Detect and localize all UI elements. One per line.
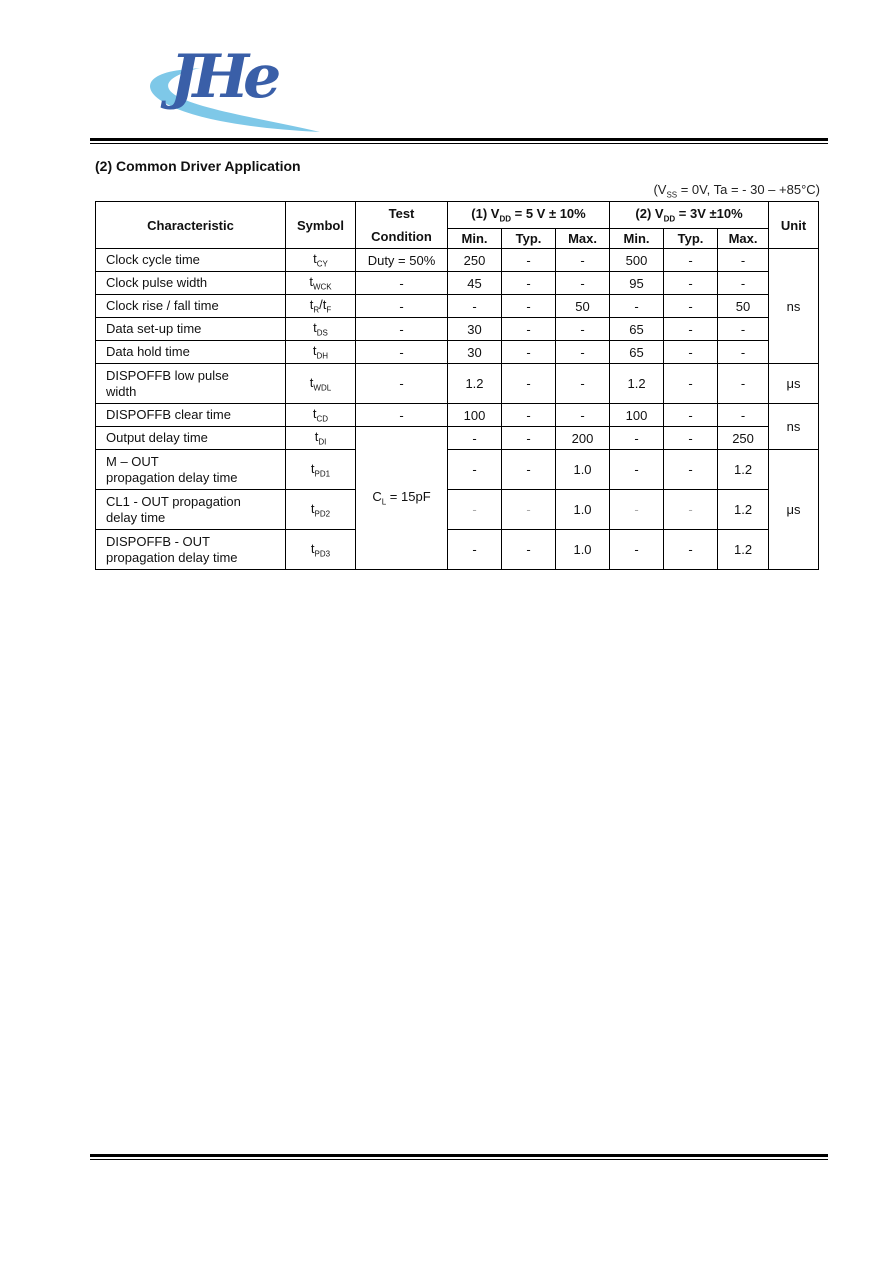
value-cell: 100 bbox=[610, 404, 664, 427]
table-row bbox=[96, 490, 819, 530]
symbol-cell: $t_{CD}$ bbox=[286, 404, 356, 427]
logo-text: JHe bbox=[170, 42, 276, 112]
value-cell: - bbox=[502, 530, 556, 570]
value-cell: - bbox=[664, 427, 718, 450]
symbol-cell: $t_R/t_F$ bbox=[286, 295, 356, 318]
characteristic-cell: Clock pulse width bbox=[96, 272, 286, 295]
header-min: Min. bbox=[448, 228, 502, 248]
header-typ: Typ. bbox=[664, 228, 718, 248]
value-cell: 50 bbox=[718, 295, 769, 318]
value-cell: 1.0 bbox=[556, 530, 610, 570]
value-cell: - bbox=[448, 490, 502, 530]
value-cell: 250 bbox=[448, 249, 502, 272]
value-cell: 1.2 bbox=[718, 490, 769, 530]
value-cell: - bbox=[448, 427, 502, 450]
value-cell: - bbox=[556, 318, 610, 341]
value-cell: - bbox=[448, 530, 502, 570]
header-group-5v: (1) $V_{DD} = 5$ V ± 10% bbox=[448, 202, 610, 229]
value-cell: - bbox=[664, 341, 718, 364]
value-cell: 200 bbox=[556, 427, 610, 450]
unit-cell: ns bbox=[769, 404, 819, 450]
value-cell: - bbox=[610, 530, 664, 570]
value-cell: - bbox=[610, 490, 664, 530]
characteristic-cell: Clock cycle time bbox=[96, 249, 286, 272]
header-max: Max. bbox=[718, 228, 769, 248]
value-cell: - bbox=[610, 450, 664, 490]
value-cell: 250 bbox=[718, 427, 769, 450]
condition-cell: - bbox=[356, 341, 448, 364]
footer-rule-thin bbox=[90, 1159, 828, 1160]
value-cell: - bbox=[556, 249, 610, 272]
value-cell: - bbox=[502, 450, 556, 490]
value-cell: - bbox=[502, 404, 556, 427]
table-row bbox=[96, 530, 819, 570]
value-cell: - bbox=[718, 272, 769, 295]
value-cell: - bbox=[556, 272, 610, 295]
symbol-cell: $t_{PD3}$ bbox=[286, 530, 356, 570]
symbol-cell: $t_{PD2}$ bbox=[286, 490, 356, 530]
characteristic-cell: Output delay time bbox=[96, 427, 286, 450]
value-cell: - bbox=[718, 341, 769, 364]
unit-cell: μs bbox=[769, 450, 819, 570]
header-symbol: Symbol bbox=[286, 202, 356, 249]
table-row bbox=[96, 249, 819, 272]
symbol-cell: $t_{WCK}$ bbox=[286, 272, 356, 295]
value-cell: 1.2 bbox=[448, 364, 502, 404]
value-cell: 100 bbox=[448, 404, 502, 427]
value-cell: - bbox=[502, 295, 556, 318]
value-cell: 95 bbox=[610, 272, 664, 295]
table-row bbox=[96, 404, 819, 427]
symbol-cell: $t_{WDL}$ bbox=[286, 364, 356, 404]
table-row bbox=[96, 427, 819, 450]
condition-cell: Duty = 50% bbox=[356, 249, 448, 272]
value-cell: - bbox=[502, 364, 556, 404]
jhe-logo bbox=[140, 40, 330, 140]
value-cell: - bbox=[718, 404, 769, 427]
value-cell: - bbox=[502, 249, 556, 272]
value-cell: 1.2 bbox=[718, 450, 769, 490]
value-cell: - bbox=[664, 318, 718, 341]
header-max: Max. bbox=[556, 228, 610, 248]
table-row bbox=[96, 318, 819, 341]
value-cell: - bbox=[664, 490, 718, 530]
table-row bbox=[96, 450, 819, 490]
value-cell: - bbox=[448, 450, 502, 490]
value-cell: - bbox=[718, 249, 769, 272]
table-row bbox=[96, 295, 819, 318]
value-cell: - bbox=[556, 341, 610, 364]
characteristic-cell: DISPOFFB - OUT propagation delay time bbox=[96, 530, 286, 570]
value-cell: - bbox=[718, 364, 769, 404]
header-group-3v: (2) $V_{DD} = 3V \pm 10\%$ bbox=[610, 202, 769, 229]
value-cell: - bbox=[718, 318, 769, 341]
value-cell: 65 bbox=[610, 318, 664, 341]
symbol-cell: $t_{DH}$ bbox=[286, 341, 356, 364]
header-rule bbox=[90, 138, 828, 141]
symbol-cell: $t_{DI}$ bbox=[286, 427, 356, 450]
value-cell: 1.2 bbox=[718, 530, 769, 570]
header-min: Min. bbox=[610, 228, 664, 248]
value-cell: - bbox=[664, 295, 718, 318]
value-cell: 1.2 bbox=[610, 364, 664, 404]
value-cell: - bbox=[502, 490, 556, 530]
common-driver-spec-table bbox=[95, 201, 819, 570]
condition-cell: - bbox=[356, 404, 448, 427]
value-cell: - bbox=[502, 427, 556, 450]
characteristic-cell: Data set-up time bbox=[96, 318, 286, 341]
value-cell: - bbox=[664, 364, 718, 404]
condition-cell: $C_L = 15pF$ bbox=[356, 427, 448, 570]
value-cell: 50 bbox=[556, 295, 610, 318]
header-unit: Unit bbox=[769, 202, 819, 249]
section-title: (2) Common Driver Application bbox=[95, 158, 301, 174]
characteristic-cell: DISPOFFB clear time bbox=[96, 404, 286, 427]
condition-cell: - bbox=[356, 295, 448, 318]
value-cell: - bbox=[664, 249, 718, 272]
unit-cell: μs bbox=[769, 364, 819, 404]
table-row bbox=[96, 364, 819, 404]
table-header-row bbox=[96, 202, 819, 229]
value-cell: 45 bbox=[448, 272, 502, 295]
characteristic-cell: CL1 - OUT propagation delay time bbox=[96, 490, 286, 530]
condition-cell: - bbox=[356, 364, 448, 404]
value-cell: - bbox=[664, 272, 718, 295]
condition-cell: - bbox=[356, 272, 448, 295]
value-cell: - bbox=[448, 295, 502, 318]
header-rule-thin bbox=[90, 143, 828, 144]
test-conditions-note: ($V_{SS} = 0V$, Ta = - 30 – +85°C) bbox=[653, 182, 820, 200]
value-cell: - bbox=[664, 404, 718, 427]
value-cell: - bbox=[556, 364, 610, 404]
value-cell: - bbox=[664, 450, 718, 490]
value-cell: - bbox=[610, 295, 664, 318]
value-cell: 30 bbox=[448, 341, 502, 364]
header-test-condition: Test Condition bbox=[356, 202, 448, 249]
condition-cell: - bbox=[356, 318, 448, 341]
value-cell: - bbox=[556, 404, 610, 427]
value-cell: 500 bbox=[610, 249, 664, 272]
characteristic-cell: Clock rise / fall time bbox=[96, 295, 286, 318]
value-cell: 30 bbox=[448, 318, 502, 341]
value-cell: 1.0 bbox=[556, 450, 610, 490]
symbol-cell: $t_{DS}$ bbox=[286, 318, 356, 341]
value-cell: 1.0 bbox=[556, 490, 610, 530]
header-typ: Typ. bbox=[502, 228, 556, 248]
value-cell: 65 bbox=[610, 341, 664, 364]
footer-rule bbox=[90, 1154, 828, 1157]
unit-cell: ns bbox=[769, 249, 819, 364]
value-cell: - bbox=[502, 341, 556, 364]
characteristic-cell: DISPOFFB low pulse width bbox=[96, 364, 286, 404]
characteristic-cell: Data hold time bbox=[96, 341, 286, 364]
header-characteristic: Characteristic bbox=[96, 202, 286, 249]
symbol-cell: $t_{PD1}$ bbox=[286, 450, 356, 490]
value-cell: - bbox=[502, 272, 556, 295]
value-cell: - bbox=[502, 318, 556, 341]
value-cell: - bbox=[610, 427, 664, 450]
table-row bbox=[96, 272, 819, 295]
characteristic-cell: M – OUT propagation delay time bbox=[96, 450, 286, 490]
value-cell: - bbox=[664, 530, 718, 570]
symbol-cell: $t_{CY}$ bbox=[286, 249, 356, 272]
table-row bbox=[96, 341, 819, 364]
